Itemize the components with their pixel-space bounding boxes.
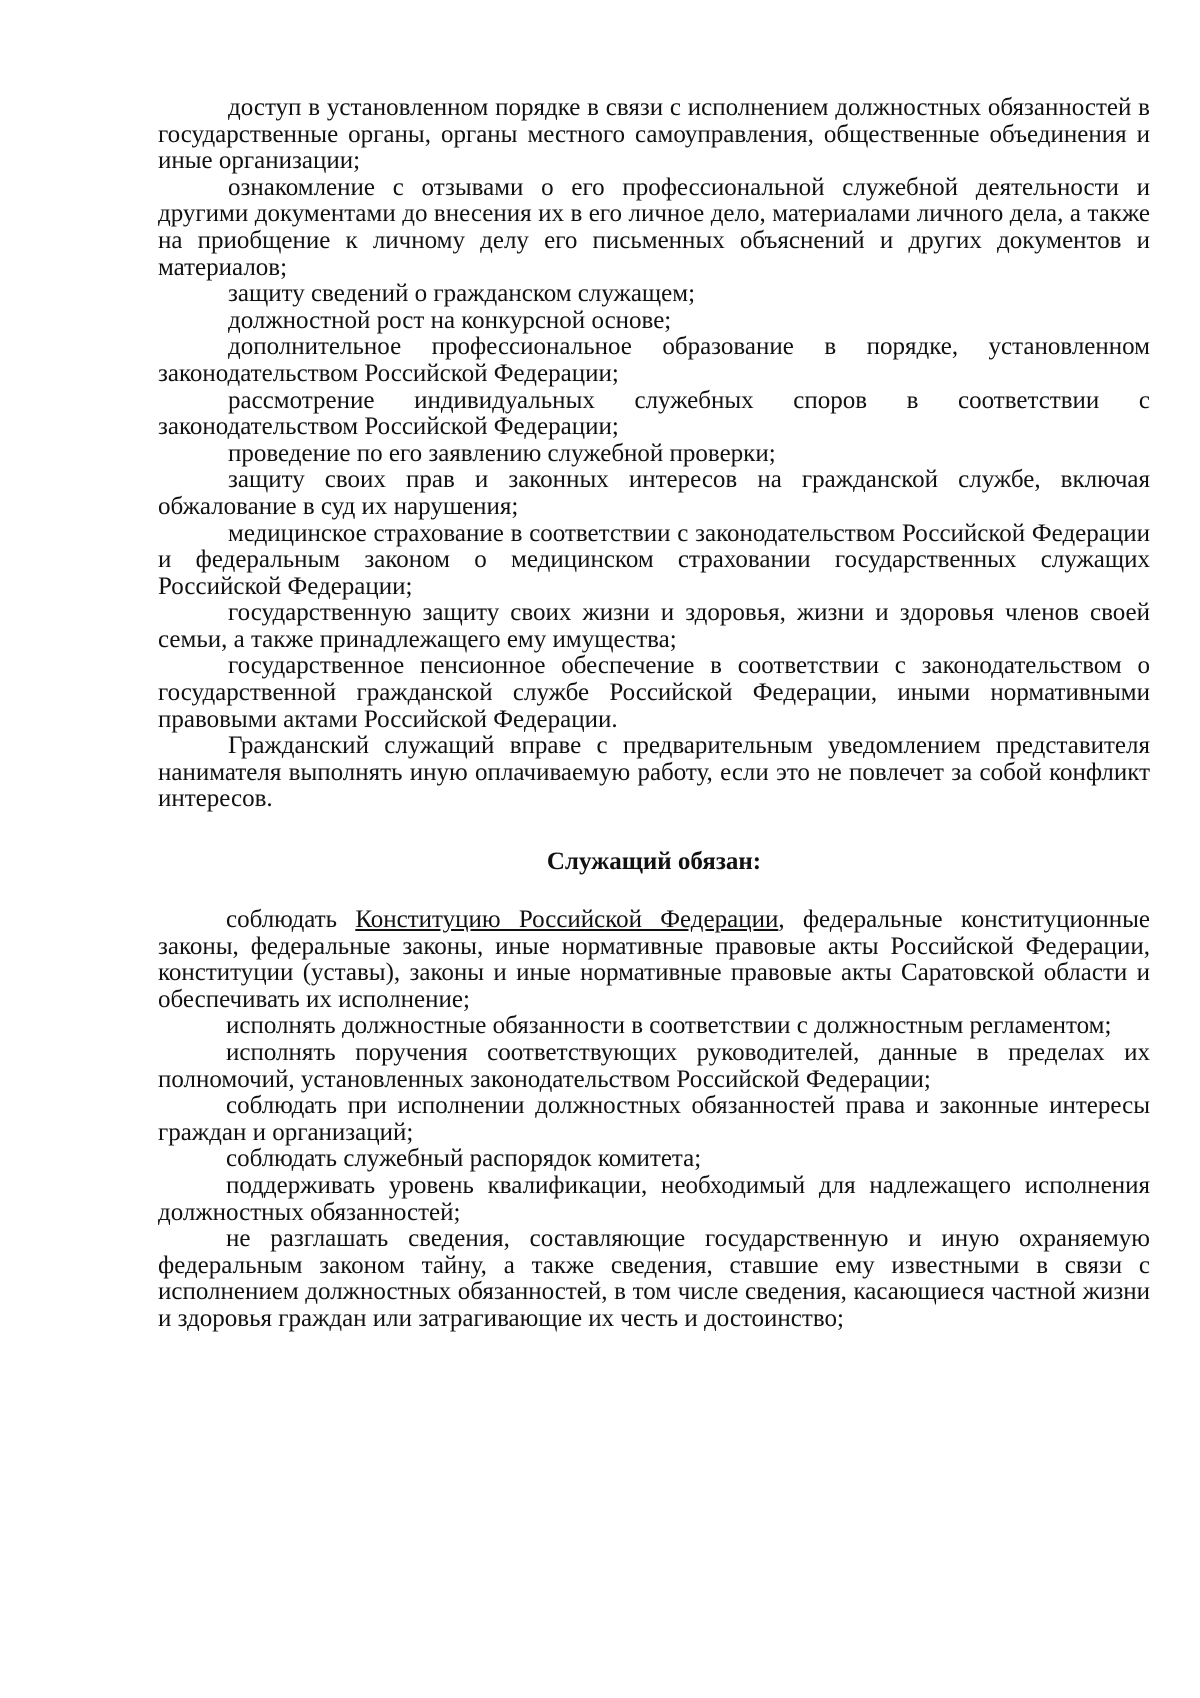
rights-paragraph: рассмотрение индивидуальных служебных споров в соответствии с законодательством Российской Федерации; (158, 386, 1150, 441)
duties-heading: Служащий обязан: (546, 848, 762, 876)
constitution-link[interactable]: Конституцию Российской Федерации (355, 906, 779, 934)
duty-paragraph: не разглашать сведения, составляющие государственную и иную охраняемую федеральным законом тайну, а также сведения, ставшие ему известными в связи с исполнением должностных обязанностей, в том числе сведения, касающиеся частной жизни и здоровья граждан или затрагивающие их честь и достоинство; (158, 1225, 1150, 1332)
duty-paragraph: поддерживать уровень квалификации, необходимый для надлежащего исполнения должностных обязанностей; (158, 1171, 1150, 1226)
rights-paragraph: государственную защиту своих жизни и здоровья, жизни и здоровья членов своей семьи, а также принадлежащего ему имущества; (158, 599, 1150, 653)
rights-paragraph: государственное пенсионное обеспечение в соответствии с законодательством о государственной гражданской службе Российской Федерации, иными нормативными правовыми актами Российской Федерации. (158, 652, 1150, 733)
duty-paragraph: соблюдать служебный распорядок комитета; (226, 1145, 702, 1173)
side-job-paragraph: Гражданский служащий вправе с предварительным уведомлением представителя нанимателя выполнять иную оплачиваемую работу, если это не повлечет за собой конфликт интересов. (158, 732, 1150, 813)
rights-paragraph: проведение по его заявлению служебной проверки; (228, 439, 776, 467)
rights-paragraph: доступ в установленном порядке в связи с исполнением должностных обязанностей в государственные органы, органы местного самоуправления, общественные объединения и иные организации; (158, 94, 1150, 175)
rights-paragraph: должностной рост на конкурсной основе; (228, 306, 672, 334)
duty-paragraph: соблюдать при исполнении должностных обязанностей права и законные интересы граждан и организаций; (158, 1092, 1150, 1146)
document-page (158, 95, 1150, 1333)
rights-paragraph: дополнительное профессиональное образование в порядке, установленном законодательством Российской Федерации; (158, 333, 1150, 387)
duty-paragraph: исполнять должностные обязанности в соответствии с должностным регламентом; (226, 1012, 1112, 1040)
rights-paragraph: ознакомление с отзывами о его профессиональной служебной деятельности и другими документами до внесения их в его личное дело, материалами личного дела, а также на приобщение к личному делу его письменных объяснений и других документов и материалов; (158, 173, 1150, 281)
rights-paragraph: медицинское страхование в соответствии с законодательством Российской Федерации и федеральным законом о медицинском страховании государственных служащих Российской Федерации; (158, 519, 1150, 600)
duty-paragraph-constitution (158, 907, 1150, 1013)
duty-text-before: соблюдать (226, 906, 356, 934)
rights-paragraph: защиту сведений о гражданском служащем; (228, 280, 696, 308)
rights-paragraph: защиту своих прав и законных интересов на гражданской службе, включая обжалование в суд их нарушения; (158, 466, 1150, 520)
duty-text-after: , федеральные конституционные законы, федеральные законы, иные нормативные правовые акты Российской Федерации, конституции (уставы), законы и иные нормативные правовые акты Саратовской области и обеспечивать их исполнение; (158, 906, 1150, 1013)
duty-paragraph: исполнять поручения соответствующих руководителей, данные в пределах их полномочий, установленных законодательством Российской Федерации; (158, 1039, 1150, 1093)
